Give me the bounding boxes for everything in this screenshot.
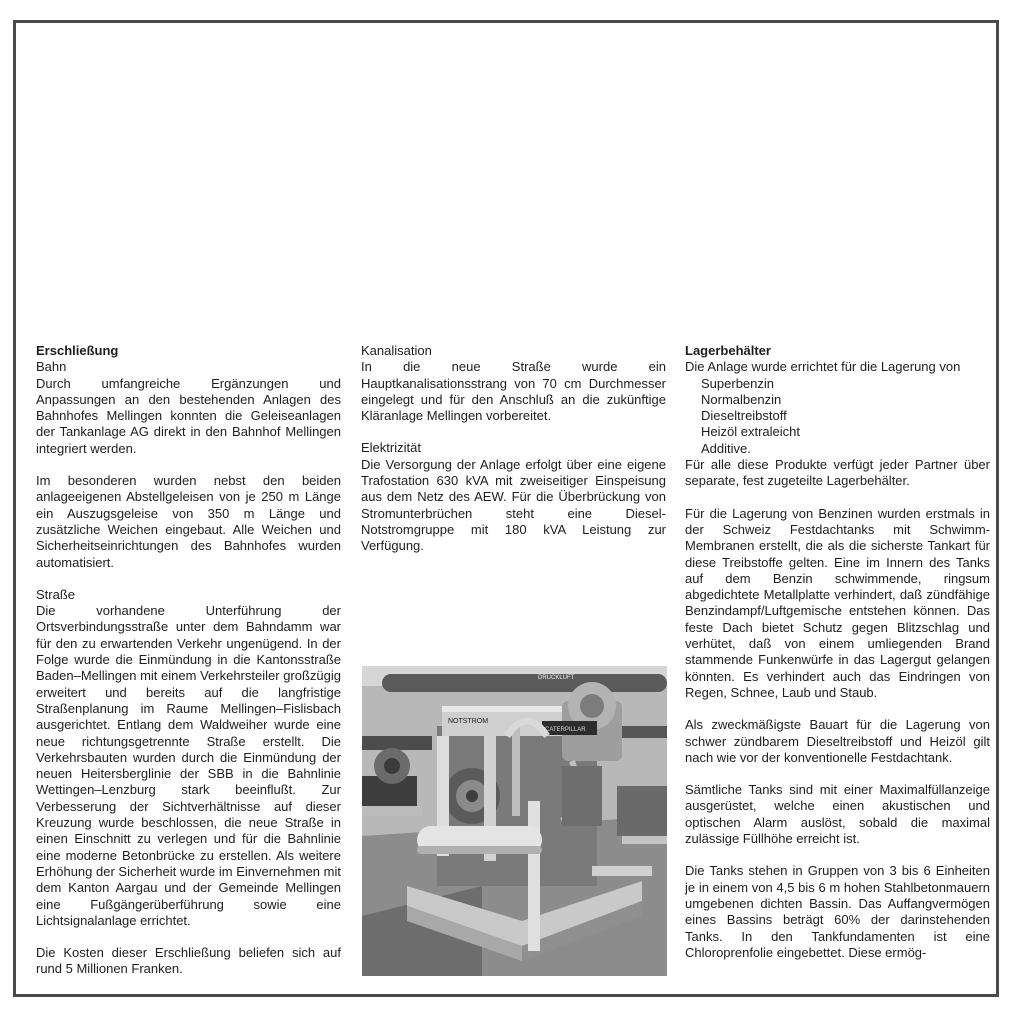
paragraph: Die Anlage wurde errichtet für die Lagerung von xyxy=(685,359,961,375)
section-heading: Erschließung xyxy=(36,343,119,358)
column-kanalisation xyxy=(361,343,666,555)
paragraph: Für alle diese Produkte verfügt jeder Partner über separate, fest zugeteilte Lagerbehälter. xyxy=(685,457,990,489)
subheading-elektrizitaet: Elektrizität xyxy=(361,440,421,456)
notstrom-label: NOTSTROM xyxy=(448,718,489,725)
product-item: Additive. xyxy=(701,440,751,456)
paragraph: Für die Lagerung von Benzinen wurden erstmals in der Schweiz Festdachtanks mit Schwimm-Membranen erstellt, die als die sicherste Tankart für diese Treibstoffe gelten. Eine im Innern des Tanks auf dem Benzin schwimmende, ringsum abgedichtete Metallplatte verhindert, daß zündfähige Benzindampf/Luftgemische entstehen können. Das feste Dach bietet Schutz gegen Blitzschlag und verhütet, daß von einem umliegenden Brand stammende Funkenwürfe in das Lagergut gelangen könnten. Es verhindert auch das Eindringen von Regen, Schnee, Laub und Staub. xyxy=(685,505,990,700)
product-item: Superbenzin xyxy=(701,375,774,391)
paragraph: Die vorhandene Unterführung der Ortsverbindungsstraße unter dem Bahndamm war für den zu erwartenden Verkehr ungenügend. In der Folge wurde die Einmündung in die Kantonsstraße Baden–Mellingen mit einem Verkehrsteiler großzügig erweitert und bereits auf die langfristige Straßenplanung im Raume Mellingen–Fislisbach ausgerichtet. Entlang dem Waldweiher wurde eine neue richtungsgetrennte Straße erstellt. Die Verkehrsbauten wurden durch die Einmündung der neuen Heitersberglinie der SBB in die Bahnlinie Wettingen–Lenzburg stark beeinflußt. Zur Verbesserung der Sichtverhältnisse auf dieser Kreuzung wurde beschlossen, die neue Straße in einen Einschnitt zu verlegen und für die Bahnlinie eine moderne Betonbrücke zu erstellen. Als weitere Erhöhung der Sicherheit wurde im Einvernehmen mit dem Kanton Aargau und der Gemeinde Mellingen eine Fußgängerüberführung sowie eine Lichtsignalanlage errichtet. xyxy=(36,603,341,928)
column-erschliessung xyxy=(36,343,341,978)
product-item: Dieseltreibstoff xyxy=(701,408,787,424)
paragraph: In die neue Straße wurde ein Hauptkanalisationsstrang von 70 cm Durchmesser eingelegt und für den Anschluß an die zukünftige Kläranlage Mellingen vorbereitet. xyxy=(361,359,666,424)
druckluft-label: DRUCKLUFT xyxy=(538,675,575,681)
paragraph: Die Kosten dieser Erschließung beliefen sich auf rund 5 Millionen Franken. xyxy=(36,945,341,977)
paragraph: Sämtliche Tanks sind mit einer Maximalfüllanzeige ausgerüstet, welche einen akustischen und optischen Alarm auslöst, sobald die maximal zulässige Füllhöhe erreicht ist. xyxy=(685,782,990,847)
generator-photo xyxy=(362,666,667,976)
subheading-strasse: Straße xyxy=(36,586,76,602)
subheading-bahn: Bahn xyxy=(36,359,67,375)
paragraph: Durch umfangreiche Ergänzungen und Anpassungen an den bestehenden Anlagen des Bahnhofes Mellingen konnten die Geleiseanlagen der Tankanlage AG direkt in den Bahnhof Mellingen integriert werden. xyxy=(36,375,341,456)
subheading-kanalisation: Kanalisation xyxy=(361,343,432,358)
paragraph: Als zweckmäßigste Bauart für die Lagerung von schwer zündbarem Dieseltreibstoff und Heizöl gilt nach wie vor der konventionelle Festdachtank. xyxy=(685,717,990,765)
paragraph: Die Tanks stehen in Gruppen von 3 bis 6 Einheiten je in einem von 4,5 bis 6 m hohen Stahlbetonmauern umgebenen dichten Bassin. Das Auffangvermögen eines Bassins beträgt 60% der darinstehenden Tanks. In den Tankfundamenten ist eine Chloroprenfolie eingebettet. Diese ermög- xyxy=(685,863,990,960)
product-item: Heizöl extraleicht xyxy=(701,424,800,440)
paragraph: Im besonderen wurden nebst den beiden anlageeigenen Abstellgeleisen von je 250 m Länge ein Auszugsgeleise von 350 m Länge und zusätzliche Weichen eingebaut. Alle Weichen und Sicherheitseinrichtungen des Bahnhofes wurden automatisiert. xyxy=(36,473,341,570)
caterpillar-label: CATERPILLAR xyxy=(545,727,586,733)
paragraph: Die Versorgung der Anlage erfolgt über eine eigene Trafostation 630 kVA mit zweiseitiger Einspeisung aus dem Netz des AEW. Für die Überbrückung von Stromunterbrüchen steht eine Diesel-Notstromgruppe mit 180 kVA Leistung zur Verfügung. xyxy=(361,456,666,554)
product-item: Normalbenzin xyxy=(701,391,782,407)
column-lagerbehaelter xyxy=(685,343,990,961)
section-heading: Lagerbehälter xyxy=(685,343,771,358)
